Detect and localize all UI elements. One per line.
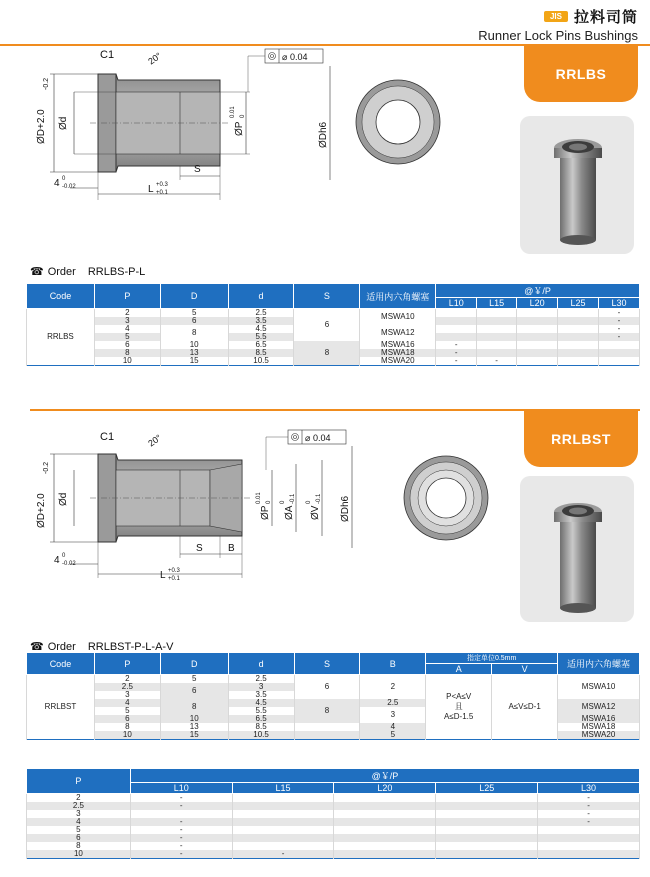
table-cell: [436, 810, 538, 818]
table-header-cell: L15: [232, 783, 334, 794]
table-header-cell: V: [492, 664, 558, 675]
table-cell: 10.5: [228, 731, 294, 740]
table-cell: 5: [94, 333, 160, 341]
table-header-cell: @￥/P: [130, 769, 639, 783]
table-cell: [334, 850, 436, 859]
table-cell: MSWA10: [360, 309, 436, 326]
svg-text:0: 0: [240, 114, 246, 118]
table-cell: [558, 357, 599, 366]
table-cell: 8.5: [228, 723, 294, 731]
table-cell: 2.5: [360, 699, 426, 707]
table-cell: 6: [294, 309, 360, 342]
table-cell: 10: [160, 341, 228, 349]
table-cell: -: [130, 850, 232, 859]
phone-icon: ☎: [30, 641, 44, 653]
table-cell: 3.5: [228, 691, 294, 699]
table-cell: -: [436, 349, 477, 357]
table-cell: 2.5: [228, 309, 294, 318]
table-cell: -: [232, 850, 334, 859]
table-cell: [517, 309, 558, 318]
table-cell: 10: [94, 731, 160, 740]
table-cell: 5.5: [228, 707, 294, 715]
title-chinese: 拉料司筒: [573, 9, 638, 26]
table-cell: -: [477, 357, 517, 366]
page-header: [478, 6, 638, 43]
table-header-cell: A: [426, 664, 492, 675]
svg-text:ØDh6: ØDh6: [340, 495, 351, 522]
table-cell: MSWA16: [558, 715, 640, 723]
svg-text:+0.3: +0.3: [168, 568, 180, 574]
table-cell: -: [436, 357, 477, 366]
table-cell: [517, 317, 558, 325]
table-cell: 2: [94, 675, 160, 684]
order-label: Order: [47, 640, 76, 653]
table-cell: [517, 341, 558, 349]
svg-text:4: 4: [54, 555, 60, 566]
dim-s-label: S: [194, 164, 201, 175]
table-cell: [558, 333, 599, 341]
table-cell: 6: [160, 317, 228, 325]
dim-od-label: ØD+2.0: [36, 109, 47, 144]
svg-text:ØV: ØV: [310, 505, 321, 520]
table-cell: RRLBST: [27, 675, 95, 740]
table-row: [27, 834, 640, 842]
table-cell: -: [598, 333, 639, 341]
table-cell: [232, 826, 334, 834]
table-cell: 3: [228, 683, 294, 691]
table-cell: 2.5: [27, 802, 131, 810]
th-s: S: [294, 284, 360, 309]
svg-text:S: S: [196, 543, 203, 554]
table-header-cell: L30: [538, 783, 640, 794]
tab-rrlbs: RRLBS: [524, 46, 638, 102]
table-cell: 6: [294, 675, 360, 700]
technical-drawing-rrlbst: [20, 418, 500, 588]
table-cell: [477, 309, 517, 318]
table-cell: [598, 349, 639, 357]
table-cell: [334, 834, 436, 842]
table-row: [27, 794, 640, 803]
table-cell: 2: [27, 794, 131, 803]
tab-rrlbst: RRLBST: [524, 411, 638, 467]
dim-d-label: Ød: [58, 116, 69, 130]
table-cell: -: [130, 842, 232, 850]
table-row: [27, 810, 640, 818]
bushing-photo-icon: [520, 116, 634, 254]
th-screw: 适用内六角螺塞: [360, 284, 436, 309]
table-cell: 4: [94, 325, 160, 333]
table-cell: 4: [27, 818, 131, 826]
svg-text:0: 0: [62, 553, 66, 559]
table-cell: -: [130, 834, 232, 842]
table-cell: 8: [27, 842, 131, 850]
spec-table-rrlbs: [26, 283, 640, 366]
table-cell: 6: [94, 715, 160, 723]
table-row: [27, 818, 640, 826]
table-cell: MSWA12: [360, 325, 436, 341]
table-cell: P<A≤V 且 A≤D-1.5: [426, 675, 492, 740]
svg-text:L: L: [160, 570, 166, 581]
table-header-cell: P: [94, 653, 160, 675]
table-cell: MSWA18: [360, 349, 436, 357]
dim-p-label: ØP: [234, 121, 245, 136]
table-cell: -: [598, 309, 639, 318]
table-cell: [558, 325, 599, 333]
table-cell: [436, 850, 538, 859]
table-cell: [598, 357, 639, 366]
table-cell: [477, 317, 517, 325]
table-cell: 5: [94, 707, 160, 715]
tolerance-value: 0.04: [290, 52, 308, 62]
svg-text:B: B: [228, 543, 235, 554]
table-row: [27, 842, 640, 850]
table-row: [27, 675, 640, 684]
table-cell: 8: [94, 723, 160, 731]
table-cell: 5: [160, 675, 228, 684]
table-row: [27, 826, 640, 834]
table-cell: [294, 731, 360, 740]
table-cell: MSWA12: [558, 699, 640, 715]
table-cell: 2.5: [228, 675, 294, 684]
table-cell: [232, 794, 334, 803]
svg-text:-0.1: -0.1: [316, 493, 322, 504]
svg-text:0: 0: [280, 500, 286, 504]
table-cell: 10.5: [228, 357, 294, 366]
svg-text:0: 0: [266, 500, 272, 504]
svg-text:0: 0: [306, 500, 312, 504]
table-cell: 10: [94, 357, 160, 366]
table-cell: 6.5: [228, 341, 294, 349]
table-cell: 5: [160, 309, 228, 318]
table-cell: 2.5: [94, 683, 160, 691]
svg-text:20°: 20°: [146, 432, 164, 449]
table-cell: [558, 309, 599, 318]
table-cell: [598, 341, 639, 349]
table-cell: [436, 309, 477, 318]
th-code: Code: [27, 284, 95, 309]
th-price: @￥/P: [436, 284, 640, 298]
table-cell: -: [130, 802, 232, 810]
table-cell: 15: [160, 731, 228, 740]
chamfer-label: C1: [100, 49, 115, 61]
table-cell: 13: [160, 349, 228, 357]
table-cell: -: [598, 325, 639, 333]
table-cell: 8.5: [228, 349, 294, 357]
table-cell: -: [538, 818, 640, 826]
svg-text:-0.02: -0.02: [62, 184, 76, 190]
dim-l-label: L: [148, 184, 154, 195]
svg-text:ØP: ØP: [260, 505, 271, 520]
bushing-photo-icon: [520, 476, 634, 622]
table-cell: [517, 333, 558, 341]
table-cell: [334, 810, 436, 818]
table-cell: [436, 802, 538, 810]
table-cell: 2: [94, 309, 160, 318]
table-cell: 6: [27, 834, 131, 842]
table-cell: 6.5: [228, 715, 294, 723]
dim-dh6-label: ØDh6: [318, 121, 329, 148]
th-l15: L15: [477, 298, 517, 309]
table-cell: 3: [94, 317, 160, 325]
th-l25: L25: [558, 298, 599, 309]
table-cell: [436, 826, 538, 834]
table-cell: [517, 357, 558, 366]
dim-od-sub: -0.2: [43, 77, 50, 90]
order-label: Order: [47, 265, 76, 278]
table-cell: [538, 842, 640, 850]
table-header-cell: d: [228, 653, 294, 675]
table-cell: 2: [360, 675, 426, 700]
table-cell: 8: [94, 349, 160, 357]
svg-text:0.01: 0.01: [256, 492, 262, 504]
jis-badge: JIS: [544, 11, 568, 22]
table-cell: 13: [160, 723, 228, 731]
table-cell: [232, 810, 334, 818]
svg-text:ØD+2.0: ØD+2.0: [36, 493, 47, 528]
table-header-cell: Code: [27, 653, 95, 675]
svg-text:-0.1: -0.1: [290, 493, 296, 504]
table-cell: 10: [27, 850, 131, 859]
svg-text:+0.3: +0.3: [156, 182, 168, 188]
svg-text:ØA: ØA: [284, 505, 295, 520]
table-cell: 3.5: [228, 317, 294, 325]
table-cell: 8: [160, 325, 228, 341]
svg-text:0.04: 0.04: [313, 433, 331, 443]
table-cell: [294, 723, 360, 731]
table-cell: -: [130, 826, 232, 834]
table-cell: -: [130, 818, 232, 826]
table-header-cell: L25: [436, 783, 538, 794]
table-header-cell: P: [27, 769, 131, 794]
table-header-cell: 指定单位0.5mm: [426, 653, 558, 664]
table-cell: [232, 834, 334, 842]
th-d-small: d: [228, 284, 294, 309]
table-cell: 4.5: [228, 325, 294, 333]
table-cell: [334, 818, 436, 826]
table-cell: 6: [160, 683, 228, 699]
table-cell: 3: [94, 691, 160, 699]
dim-four-label: 4: [54, 178, 60, 189]
table-cell: [436, 317, 477, 325]
table-cell: [334, 794, 436, 803]
table-cell: 10: [160, 715, 228, 723]
table-cell: [517, 325, 558, 333]
table-cell: 8: [294, 341, 360, 366]
table-cell: -: [436, 341, 477, 349]
spec-table-rrlbst: [26, 652, 640, 740]
table-cell: 8: [294, 699, 360, 723]
table-cell: 5: [27, 826, 131, 834]
tolerance-symbol: ⌀: [282, 52, 288, 62]
table-cell: [477, 325, 517, 333]
table-cell: MSWA18: [558, 723, 640, 731]
order-code: RRLBS-P-L: [87, 265, 146, 278]
table-cell: -: [538, 794, 640, 803]
product-photo-rrlbst: [520, 476, 634, 622]
table-cell: 4: [94, 699, 160, 707]
table-cell: [558, 341, 599, 349]
title-english: Runner Lock Pins Bushings: [478, 28, 638, 43]
th-l20: L20: [517, 298, 558, 309]
svg-text:Ød: Ød: [58, 492, 69, 506]
table-cell: -: [538, 802, 640, 810]
table-cell: 5: [360, 731, 426, 740]
table-cell: [538, 826, 640, 834]
table-cell: A≤V≤D-1: [492, 675, 558, 740]
table-header-cell: D: [160, 653, 228, 675]
table-header-cell: B: [360, 653, 426, 675]
table-cell: [558, 317, 599, 325]
table-cell: [517, 349, 558, 357]
table-cell: [558, 349, 599, 357]
th-d-big: D: [160, 284, 228, 309]
table-cell: [436, 842, 538, 850]
svg-text:+0.1: +0.1: [168, 576, 180, 582]
table-cell: -: [598, 317, 639, 325]
price-table-rrlbst: [26, 768, 640, 859]
svg-text:0: 0: [62, 176, 66, 182]
table-cell: 15: [160, 357, 228, 366]
table-cell: MSWA16: [360, 341, 436, 349]
table-row: [27, 341, 640, 349]
th-l30: L30: [598, 298, 639, 309]
table-cell: 5.5: [228, 333, 294, 341]
svg-text:+0.1: +0.1: [156, 190, 168, 196]
table-cell: [477, 333, 517, 341]
table-cell: -: [538, 810, 640, 818]
table-header-cell: 适用内六角螺塞: [558, 653, 640, 675]
table-cell: -: [130, 794, 232, 803]
table-cell: [334, 826, 436, 834]
phone-icon: ☎: [30, 266, 44, 278]
table-row: [27, 850, 640, 859]
table-cell: [538, 850, 640, 859]
table-cell: [334, 802, 436, 810]
table-cell: MSWA20: [360, 357, 436, 366]
table-row: [27, 309, 640, 318]
table-cell: 4.5: [228, 699, 294, 707]
table-cell: 8: [160, 699, 228, 715]
order-code: RRLBST-P-L-A-V: [87, 640, 174, 653]
svg-text:0.01: 0.01: [230, 106, 236, 118]
table-header-cell: S: [294, 653, 360, 675]
angle-label: 20°: [146, 50, 164, 67]
table-cell: MSWA20: [558, 731, 640, 740]
table-cell: 3: [27, 810, 131, 818]
table-cell: MSWA10: [558, 675, 640, 700]
table-cell: [436, 818, 538, 826]
svg-text:-0.2: -0.2: [43, 461, 50, 474]
table-header-cell: L20: [334, 783, 436, 794]
table-cell: [232, 818, 334, 826]
product-photo-rrlbs: [520, 116, 634, 254]
table-cell: [538, 834, 640, 842]
table-cell: [436, 834, 538, 842]
table-cell: 4: [360, 723, 426, 731]
th-l10: L10: [436, 298, 477, 309]
table-cell: 3: [360, 707, 426, 723]
table-cell: [477, 341, 517, 349]
th-p: P: [94, 284, 160, 309]
table-header-cell: L10: [130, 783, 232, 794]
table-cell: [334, 842, 436, 850]
table-cell: [436, 325, 477, 333]
order-line-rrlbs: [30, 265, 145, 278]
table-cell: 6: [94, 341, 160, 349]
technical-drawing-rrlbs: [20, 44, 490, 204]
table-cell: [232, 802, 334, 810]
svg-text:-0.02: -0.02: [62, 561, 76, 567]
svg-text:⌀: ⌀: [305, 433, 311, 443]
cell-code: RRLBS: [27, 309, 95, 366]
table-cell: [436, 794, 538, 803]
table-row: [27, 802, 640, 810]
svg-text:C1: C1: [100, 431, 115, 443]
